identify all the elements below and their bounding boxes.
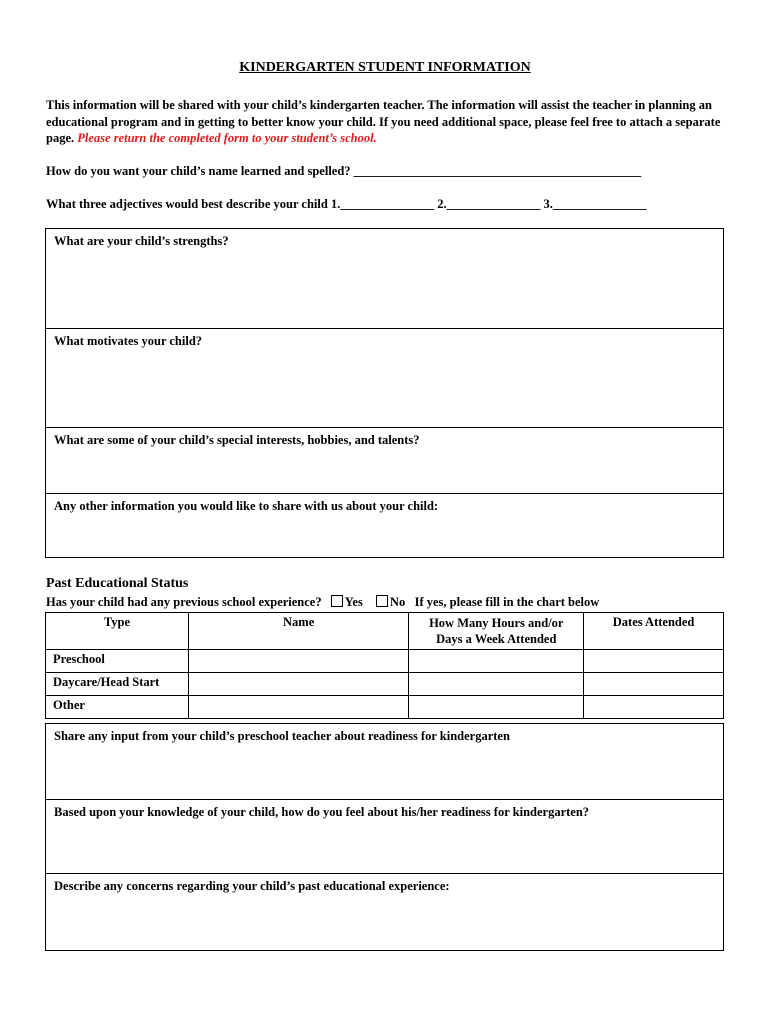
no-label: No	[389, 595, 406, 609]
interests-label: What are some of your child’s special interests, hobbies, and talents?	[54, 433, 420, 447]
table-row	[46, 673, 724, 696]
form-title: KINDERGARTEN STUDENT INFORMATION	[239, 60, 531, 75]
strengths-field[interactable]	[46, 229, 723, 328]
adjectives-question[interactable]: What three adjectives would best describe your child 1._______________ 2._______________ 3._______________	[46, 197, 647, 211]
readiness-field[interactable]	[46, 799, 723, 873]
table-row	[46, 650, 724, 673]
past-education-heading: Past Educational Status	[46, 576, 189, 591]
preschool-name-cell[interactable]	[188, 650, 409, 673]
type-daycare: Daycare/Head Start	[46, 673, 189, 696]
type-preschool: Preschool	[46, 650, 189, 673]
previous-school-label: Has your child had any previous school experience?	[46, 595, 322, 609]
other-dates-cell[interactable]	[584, 696, 724, 719]
intro-paragraph	[46, 97, 730, 147]
hours-header: How Many Hours and/or Days a Week Attended	[409, 613, 584, 650]
concerns-field[interactable]	[46, 873, 723, 950]
readiness-box	[45, 723, 724, 951]
chart-instruction: If yes, please fill in the chart below	[414, 595, 600, 609]
type-other: Other	[46, 696, 189, 719]
yes-checkbox[interactable]	[331, 595, 343, 607]
concerns-label: Describe any concerns regarding your child’s past educational experience:	[54, 879, 450, 893]
motivates-field[interactable]	[46, 328, 723, 427]
education-table	[45, 612, 724, 719]
preschool-input-field[interactable]	[46, 724, 723, 799]
readiness-label: Based upon your knowledge of your child, how do you feel about his/her readiness for kindergarten?	[54, 805, 590, 819]
return-instruction: Please return the completed form to your student’s school.	[77, 131, 377, 145]
motivates-label: What motivates your child?	[54, 334, 203, 348]
name-header: Name	[188, 613, 409, 650]
preschool-input-label: Share any input from your child’s preschool teacher about readiness for kindergarten	[54, 729, 510, 743]
other-info-field[interactable]	[46, 493, 723, 557]
intro-text: This information will be shared with your child’s kindergarten teacher. The information will assist the teacher in planning an educational program and in getting to better know your child. If you need additional space, please feel free to attach a separate page.	[46, 98, 721, 145]
daycare-hours-cell[interactable]	[409, 673, 584, 696]
other-name-cell[interactable]	[188, 696, 409, 719]
daycare-name-cell[interactable]	[188, 673, 409, 696]
other-info-label: Any other information you would like to share with us about your child:	[54, 499, 439, 513]
type-header: Type	[46, 613, 189, 650]
daycare-dates-cell[interactable]	[584, 673, 724, 696]
yes-label: Yes	[344, 595, 363, 609]
strengths-label: What are your child’s strengths?	[54, 234, 229, 248]
previous-school-question	[46, 595, 599, 610]
education-table-header	[46, 613, 724, 650]
preschool-hours-cell[interactable]	[409, 650, 584, 673]
name-question[interactable]: How do you want your child’s name learned and spelled? ______________________________________________	[46, 164, 642, 178]
dates-header: Dates Attended	[584, 613, 724, 650]
preschool-dates-cell[interactable]	[584, 650, 724, 673]
child-info-box	[45, 228, 724, 558]
interests-field[interactable]	[46, 427, 723, 493]
table-row	[46, 696, 724, 719]
other-hours-cell[interactable]	[409, 696, 584, 719]
no-checkbox[interactable]	[376, 595, 388, 607]
